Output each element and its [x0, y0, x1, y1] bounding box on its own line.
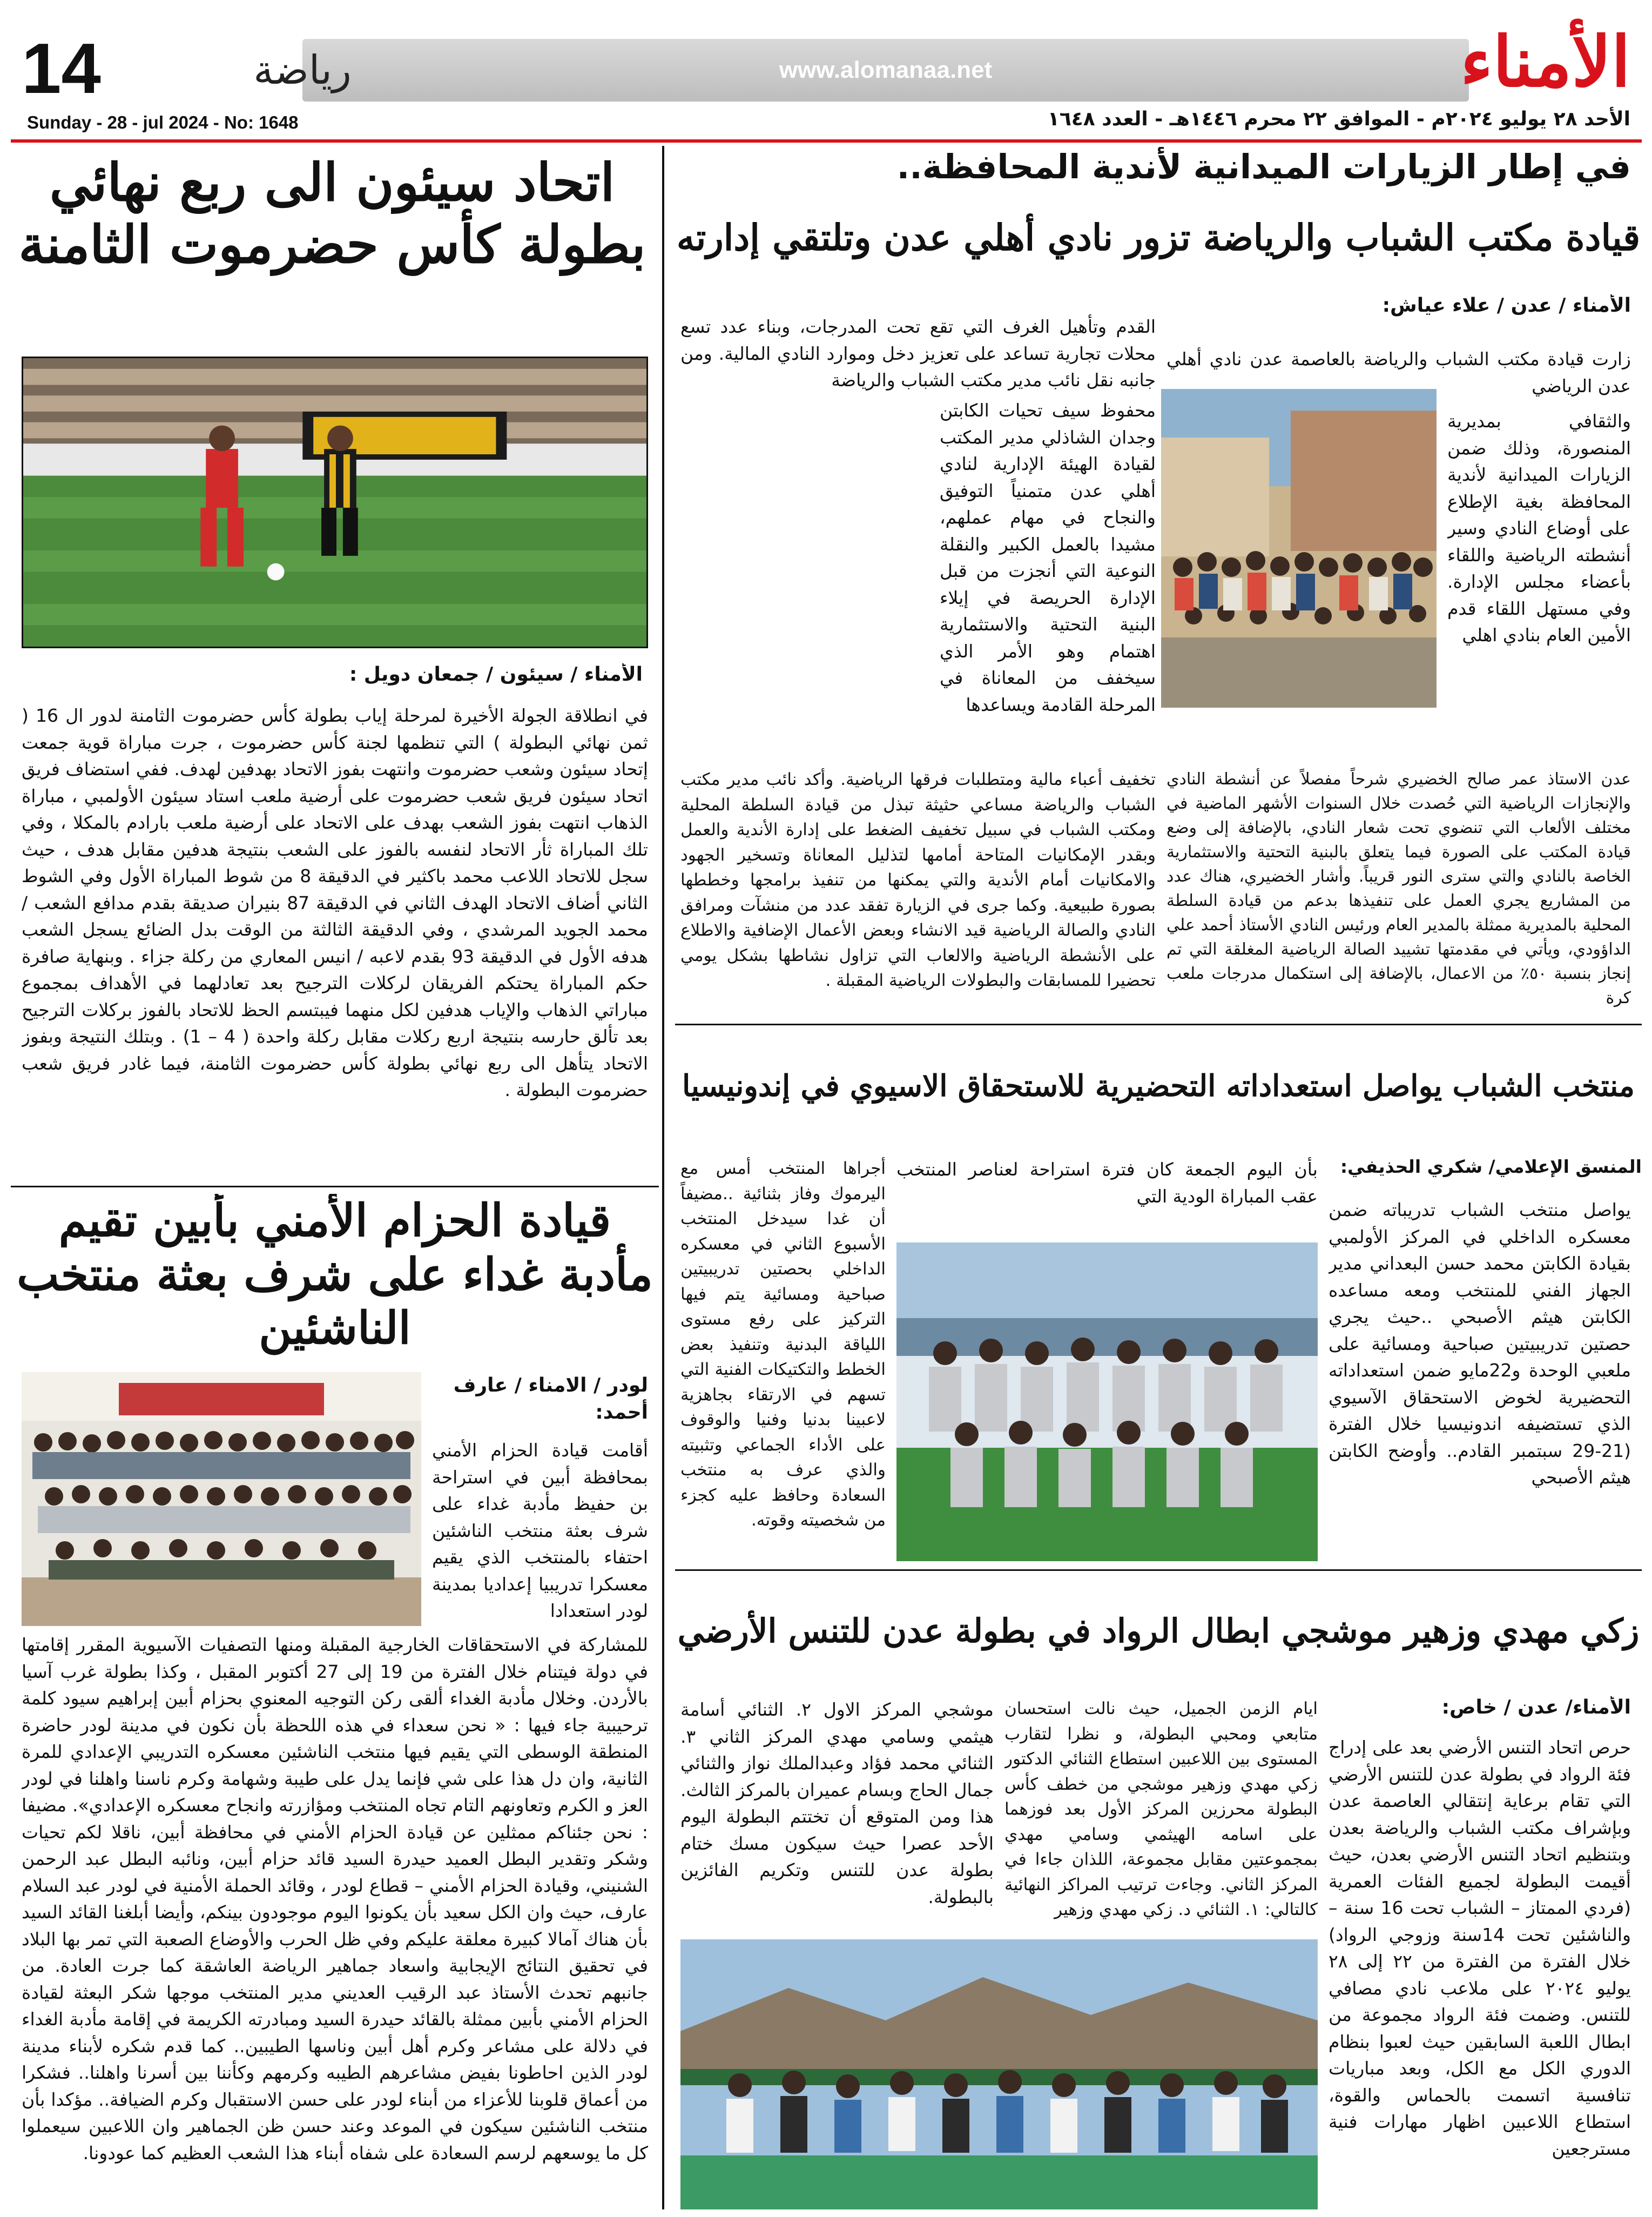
article2-byline: الأمناء / سيئون / جمعان دويل :	[349, 663, 643, 686]
youth-team-photo	[896, 1242, 1318, 1561]
article1-byline: الأمناء / عدن / علاء عياش:	[1382, 294, 1631, 317]
page-number: 14	[22, 29, 101, 108]
tennis-players-photo	[680, 1939, 1318, 2209]
article1-col-right-narrow: والثقافي بمديرية المنصورة، وذلك ضمن الزيارات الميدانية لأندية المحافظة بغية الإطلاع على أوضاع النادي وسير أنشطته الرياضية واللقاء بأعضاء مجلس الإدارة. وفي مستهل اللقاء قدم الأمين العام بنادي اهلي	[1447, 411, 1631, 646]
article1-kicker: في إطار الزيارات الميدانية لأندية المحافظة..	[896, 147, 1631, 186]
section-title: رياضة	[253, 47, 352, 93]
article3-col-left: أجراها المنتخب أمس مع اليرموك وفاز بثنائية ..مضيفاً أن غدا سيدخل المنتخب الأسبوع الثاني في معسكره الداخلي بحصتين تدريبيتين صباحية ومسائية يتم فيها التركيز على رفع مستوى اللياقة البدنية وتنفيذ بعض الخطط والتكتيكات الفنية التي تسهم في الارتقاء بجاهزية لاعبينا بدنيا وفنيا والوقوف على الأداء الجماعي وتثبيته والذي عرف به منتخب السعادة وحافظ عليه كجزء من شخصيته وقوته.	[680, 1159, 886, 1530]
website-url[interactable]: www.alomanaa.net	[779, 57, 993, 83]
article5-col-right: حرص اتحاد التنس الأرضي بعد على إدراج فئة الرواد في بطولة عدن للتنس الأرضي التي تقام برعاية إنتقالي العاصمة عدن وبإشراف مكتب الشباب والرياضة بعدن وبتنظيم اتحاد التنس الأرضي بعدن، حيث أقيمت البطولة لجميع الفئات العمرية (فردي الممتاز – الشباب تحت 16 سنة – والناشئين تحت 14سنة وزوجي الرواد) خلال الفترة من الفترة من ٢٢ إلى ٢٨ يوليو ٢٠٢٤ على ملاعب نادي مصافي للتنس. وضمت فئة الرواد مجموعة من ابطال اللعبة السابقين حيث لعبوا بنظام الدوري الكل مع الكل، وبعد مباريات تنافسية اتسمت بالحماس والقوة، استطاع اللاعبين اظهار مهارات فنية مسترجعين	[1329, 1737, 1631, 2159]
article3-col-mid-top: بأن اليوم الجمعة كان فترة استراحة لعناصر المنتخب عقب المباراة الودية التي	[896, 1159, 1318, 1207]
article5-col-mid: ايام الزمن الجميل، حيث نالت استحسان متابعي ومحبي البطولة، و نظرا لتقارب المستوى بين اللاعبين استطاع الثنائي الدكتور زكي مهدي وزهير موشجي من خطف كأس البطولة محرزين المركز الأول بعد فوزهما على اسامه الهيثمي وسامي مهدي بمجموعتين مقابل مجموعة، اللذان جاءا في المركز الثاني. وجاءت ترتيب المراكز النهائية كالتالي: ١. الثنائي د. زكي مهدي وزهير	[1004, 1699, 1318, 1919]
issue-date-ar: الأحد ٢٨ يوليو ٢٠٢٤م - الموافق ٢٢ محرم ١٤٤٦هـ - العدد ١٦٤٨	[1047, 108, 1630, 130]
banquet-group-photo	[22, 1372, 421, 1626]
article3-end-rule	[675, 1569, 1642, 1571]
article4-byline: لودر / الامناء / عارف أحمد:	[453, 1374, 648, 1424]
article5-col-left: موشجي المركز الاول ٢. الثنائي أسامة هيثمي وسامي مهدي المركز الثاني ٣. الثنائي محمد فؤاد وعبدالملك نواز والثنائي جمال الحاج وبسام عميران بالمركز الثالث. هذا ومن المتوقع أن تختتم البطولة اليوم الأحد عصرا حيث سيكون مسك ختام بطولة عدن للتنس وتكريم الفائزين بالبطولة.	[680, 1699, 994, 1907]
article4-headline: قيادة الحزام الأمني بأبين تقيم مأدبة غداء على شرف بعثة منتخب الناشئين	[17, 1194, 653, 1355]
issue-date-en: Sunday - 28 - jul 2024 - No: 1648	[27, 112, 299, 132]
article1-end-rule	[675, 1024, 1642, 1025]
article1-col-left-bottom: تخفيف أعباء مالية ومتطلبات فرقها الرياضية. وأكد نائب مدير مكتب الشباب والرياضة مساعي حثيثة تبذل من قيادة السلطة المحلية ومكتب الشباب في سبيل تخفيف الضغط على إدارة الأندية والعمل وبقدر الإمكانيات المتاحة أمامها لتذليل المعاناة وتسخير الجهود والامكانيات أمام الأندية والتي يمكنها من تنفيذ برامجها وخططها بصورة طبيعية. وكما جرى في الزيارة تفقد عدد من منشآت ومرافق النادي والصالة الرياضية قيد الانشاء وبعض الأعمال الإضافية والاطلاع على الأنشطة الرياضية والالعاب التي تزاول نشاطها بشكل يومي تحضيرا للمسابقات والبطولات الرياضية المقبلة .	[680, 770, 1156, 990]
article4-body: للمشاركة في الاستحقاقات الخارجية المقبلة ومنها التصفيات الآسيوية المقرر إقامتها في دولة فيتنام خلال الفترة من 19 إلى 27 أكتوبر المقبل ، وكذا بطولة غرب آسيا بالأردن. وخلال مأدبة الغداء ألقى ركن التوجيه المعنوي بحزام أبين إبراهيم سيود كلمة ترحيبية جاء فيها : « نحن سعداء في هذه اللحظة بأن نكون في مدينة لودر حاضرة المنطقة الوسطى التي يقيم فيها منتخب الناشئين معسكره التدريبي الإعدادي للمرة الثانية، وان دل هذا على شي فإنما يدل على طيبة وشهامة وكرم ناسنا واهلنا في لودر العز و الكرم وتعاونهم التام تجاه المنتخب ومؤازرته وانجاح معسكره الإعدادي». مضيفا : نحن جئناكم ممثلين عن قيادة الحزام الأمني في محافظة أبين، ناقلا لكم تحيات وشكر وتقدير البطل العميد حيدرة السيد قائد حزام أبين، ونائبه البطل عبد الرحمن الشنيني، وقيادة الحزام الأمني – قطاع لودر ، وقائد الحملة الأمنية في لودر عبد السلام عارف، حيث وان الكل سعيد بأن يكونوا اليوم موجودون بينكم، وأيضا أبلغنا القائد السيد بأن هناك آمالا كبيرة معلقة عليكم وفي ظل الحرب والأوضاع الصعبة التي تمر بها البلاد في تحقيق النتائج الإيجابية واسعاد جماهير الرياضة العاشقة كما جرت العادة. من جانبهم تحدث الأستاذ عبد الرقيب العديني مدير المنتخب موجها شكر البعثة لقيادة الحزام الأمني بأبين ممثلة بالقائد حيدرة السيد ومبادرته الكريمة في إقامة مأدبة الغداء في دلالة على مشاعر وكرم أهل أبين وناسها الطيبين.. كما قدم شكره لأبناء مدينة لودر الذين احاطونا بفيض مشاعرهم الطيبه وكرمهم وكأننا بين أسرنا واهلنا.. فشكرا من أعماق قلوبنا للأعزاء من أبناء لودر على حسن الاستقبال وكرم الضيافة.. مؤكدا بأن منتخب الناشئين سيكون في الموعد وعند حسن ظن الجماهير وان اللاعبين سيعملوا كل ما يوسعهم لرسم السعادة على شفاه أبناء هذا الشعب العظيم كما عودونا.	[22, 1634, 648, 2164]
article2-end-rule	[11, 1186, 659, 1187]
article1-col-left-top: القدم وتأهيل الغرف التي تقع تحت المدرجات، وبناء عدد تسع محلات تجارية تساعد على تعزيز دخل وموارد النادي المالية. ومن جانبه نقل نائب مدير مكتب الشباب والرياضة	[680, 316, 1156, 391]
article3-headline: منتخب الشباب يواصل استعداداته التحضيرية للاستحقاق الاسيوي في إندونيسيا	[682, 1068, 1635, 1103]
football-match-photo	[22, 357, 648, 648]
article1-lead: زارت قيادة مكتب الشباب والرياضة بالعاصمة عدن نادي أهلي عدن الرياضي	[1166, 348, 1631, 397]
column-divider	[662, 146, 664, 2209]
article1-col-left-narrow: محفوظ سيف تحيات الكابتن وجدان الشاذلي مدير المكتب لقيادة الهيئة الإدارية لنادي أهلي عدن متمنياً التوفيق والنجاح في مهام عملهم، مشيدا بالعمل الكبير والنقلة النوعية التي أنجزت من قبل الإدارة الحريصة في إيلاء البنية التحتية والاستثمارية اهتمام وهو الأمر الذي سيخفف من المعاناة في المرحلة القادمة ويساعدها	[940, 400, 1156, 715]
article1-headline: قيادة مكتب الشباب والرياضة تزور نادي أهلي عدن وتلتقي إدارته	[676, 216, 1641, 259]
article5-byline: الأمناء/ عدن / خاص:	[1441, 1696, 1631, 1718]
article1-col-right-bottom: عدن الاستاذ عمر صالح الخضيري شرحاً مفصلاً عن أنشطة النادي والإنجازات الرياضية التي حُصدت خلال السنوات الأشهر الماضية في مختلف الألعاب التي تنضوي تحت شعار النادي، بالإضافة إلى وضع قيادة المكتب على الصورة فيما يتعلق بالبنية التحتية والاستثمارية الخاصة بالنادي والتي سترى النور قريباً. وأشار الخضيري، هناك عدد من المشاريع يجري العمل على تنفيذها بدعم من قيادة السلطة المحلية بالمديرية ممثلة بالمدير العام ورئيس النادي الأستاذ أحمد علي الداؤودي، ويأتي في مقدمتها تشييد الصالة الرياضية المغلقة التي تم إنجاز بنسبة ٥٠٪ من الاعمال، بالإضافة إلى استكمال مدرجات ملعب كرة	[1166, 770, 1631, 1007]
masthead-divider	[11, 139, 1642, 143]
article4-col-narrow: أقامت قيادة الحزام الأمني بمحافظة أبين في استراحة بن حفيظ مأدبة غداء على شرف بعثة منتخب الناشئين احتفاء بالمنتخب الذي يقيم معسكرا تدريبيا إعداديا بمدينة لودر استعدادا	[432, 1440, 648, 1621]
article2-body: في انطلاقة الجولة الأخيرة لمرحلة إياب بطولة كأس حضرموت الثامنة لدور ال 16 ( ثمن نهائي البطولة ) التي تنظمها لجنة كأس حضرموت ، جرت مباراة قوية جمعت إتحاد سيئون وشعب حضرموت وانتهت بفوز الاتحاد بهدفين لهدف. ففي استضاف فريق اتحاد سيئون فريق شعب حضرموت على أرضية ملعب استاد سيئون الأولمبي ، مباراة الذهاب انتهت بفوز الشعب بهدف على الاتحاد على أرضية ملعب بارادم بالمكلا ، وفي تلك المباراة ثأر الاتحاد لنفسه بالفوز على الشعب بنتيجة هدفين مقابل هدف ، حيث سجل للاتحاد اللاعب محمد باكثير في الدقيقة 8 من شوط المباراة الأول وفي الشوط الثاني أضاف الاتحاد الهدف الثاني في الدقيقة 87 بنيران صديقة بقدم مدافع الشعب / محمد الجويد المرشدي ، وفي الدقيقة الثالثة من الوقت بدل الضائع يسجل الشعب هدفه الأول في الدقيقة 93 بقدم لاعبه / انيس المعاري من ركلة جزاء . وبنهاية صافرة حكم المباراة يحتكم الفريقان لركلات الترجيح بعد تعادلهما في الأهداف بمجموع مباراتي الذهاب والإياب هدفين لكل منهما فيبتسم الحظ للاتحاد بالفوز بركلات الترجيح بعد تألق حارسه بنتيجة اربع ركلات مقابل ركلة واحدة ( 4 – 1) . وبتلك النتيجة وبفوز الاتحاد يتأهل الى ربع نهائي بطولة كأس حضرموت الثامنة، فيما غادر فريق شعب حضرموت البطولة .	[22, 705, 648, 1100]
club-visit-photo	[1161, 389, 1437, 708]
article5-headline: زكي مهدي وزهير موشجي ابطال الرواد في بطولة عدن للتنس الأرضي	[677, 1612, 1640, 1650]
article3-byline: المنسق الإعلامي/ شكري الحذيفي:	[1340, 1156, 1642, 1177]
newspaper-logo: الأمناء	[1460, 22, 1630, 103]
article2-headline: اتحاد سيئون الى ربع نهائي بطولة كأس حضرموت الثامنة	[18, 152, 646, 276]
article3-col-right: يواصل منتخب الشباب تدريباته ضمن معسكره الداخلي في المركز الأولمبي بقيادة الكابتن محمد حسن البعداني مدير الجهاز الفني للمنتخب ومعه مساعده الكابتن هيثم الأصبحي ..حيث يجري حصتين تدريبيتين صباحية ومسائية على ملعبي الوحدة و22مايو ضمن استعداداته التحضيرية لخوض الاستحقاق الآسيوي الذي تستضيفه اندونيسيا خلال الفترة (21-29 سبتمبر القادم.. وأوضح الكابتن هيثم الأصبحي	[1329, 1199, 1631, 1488]
